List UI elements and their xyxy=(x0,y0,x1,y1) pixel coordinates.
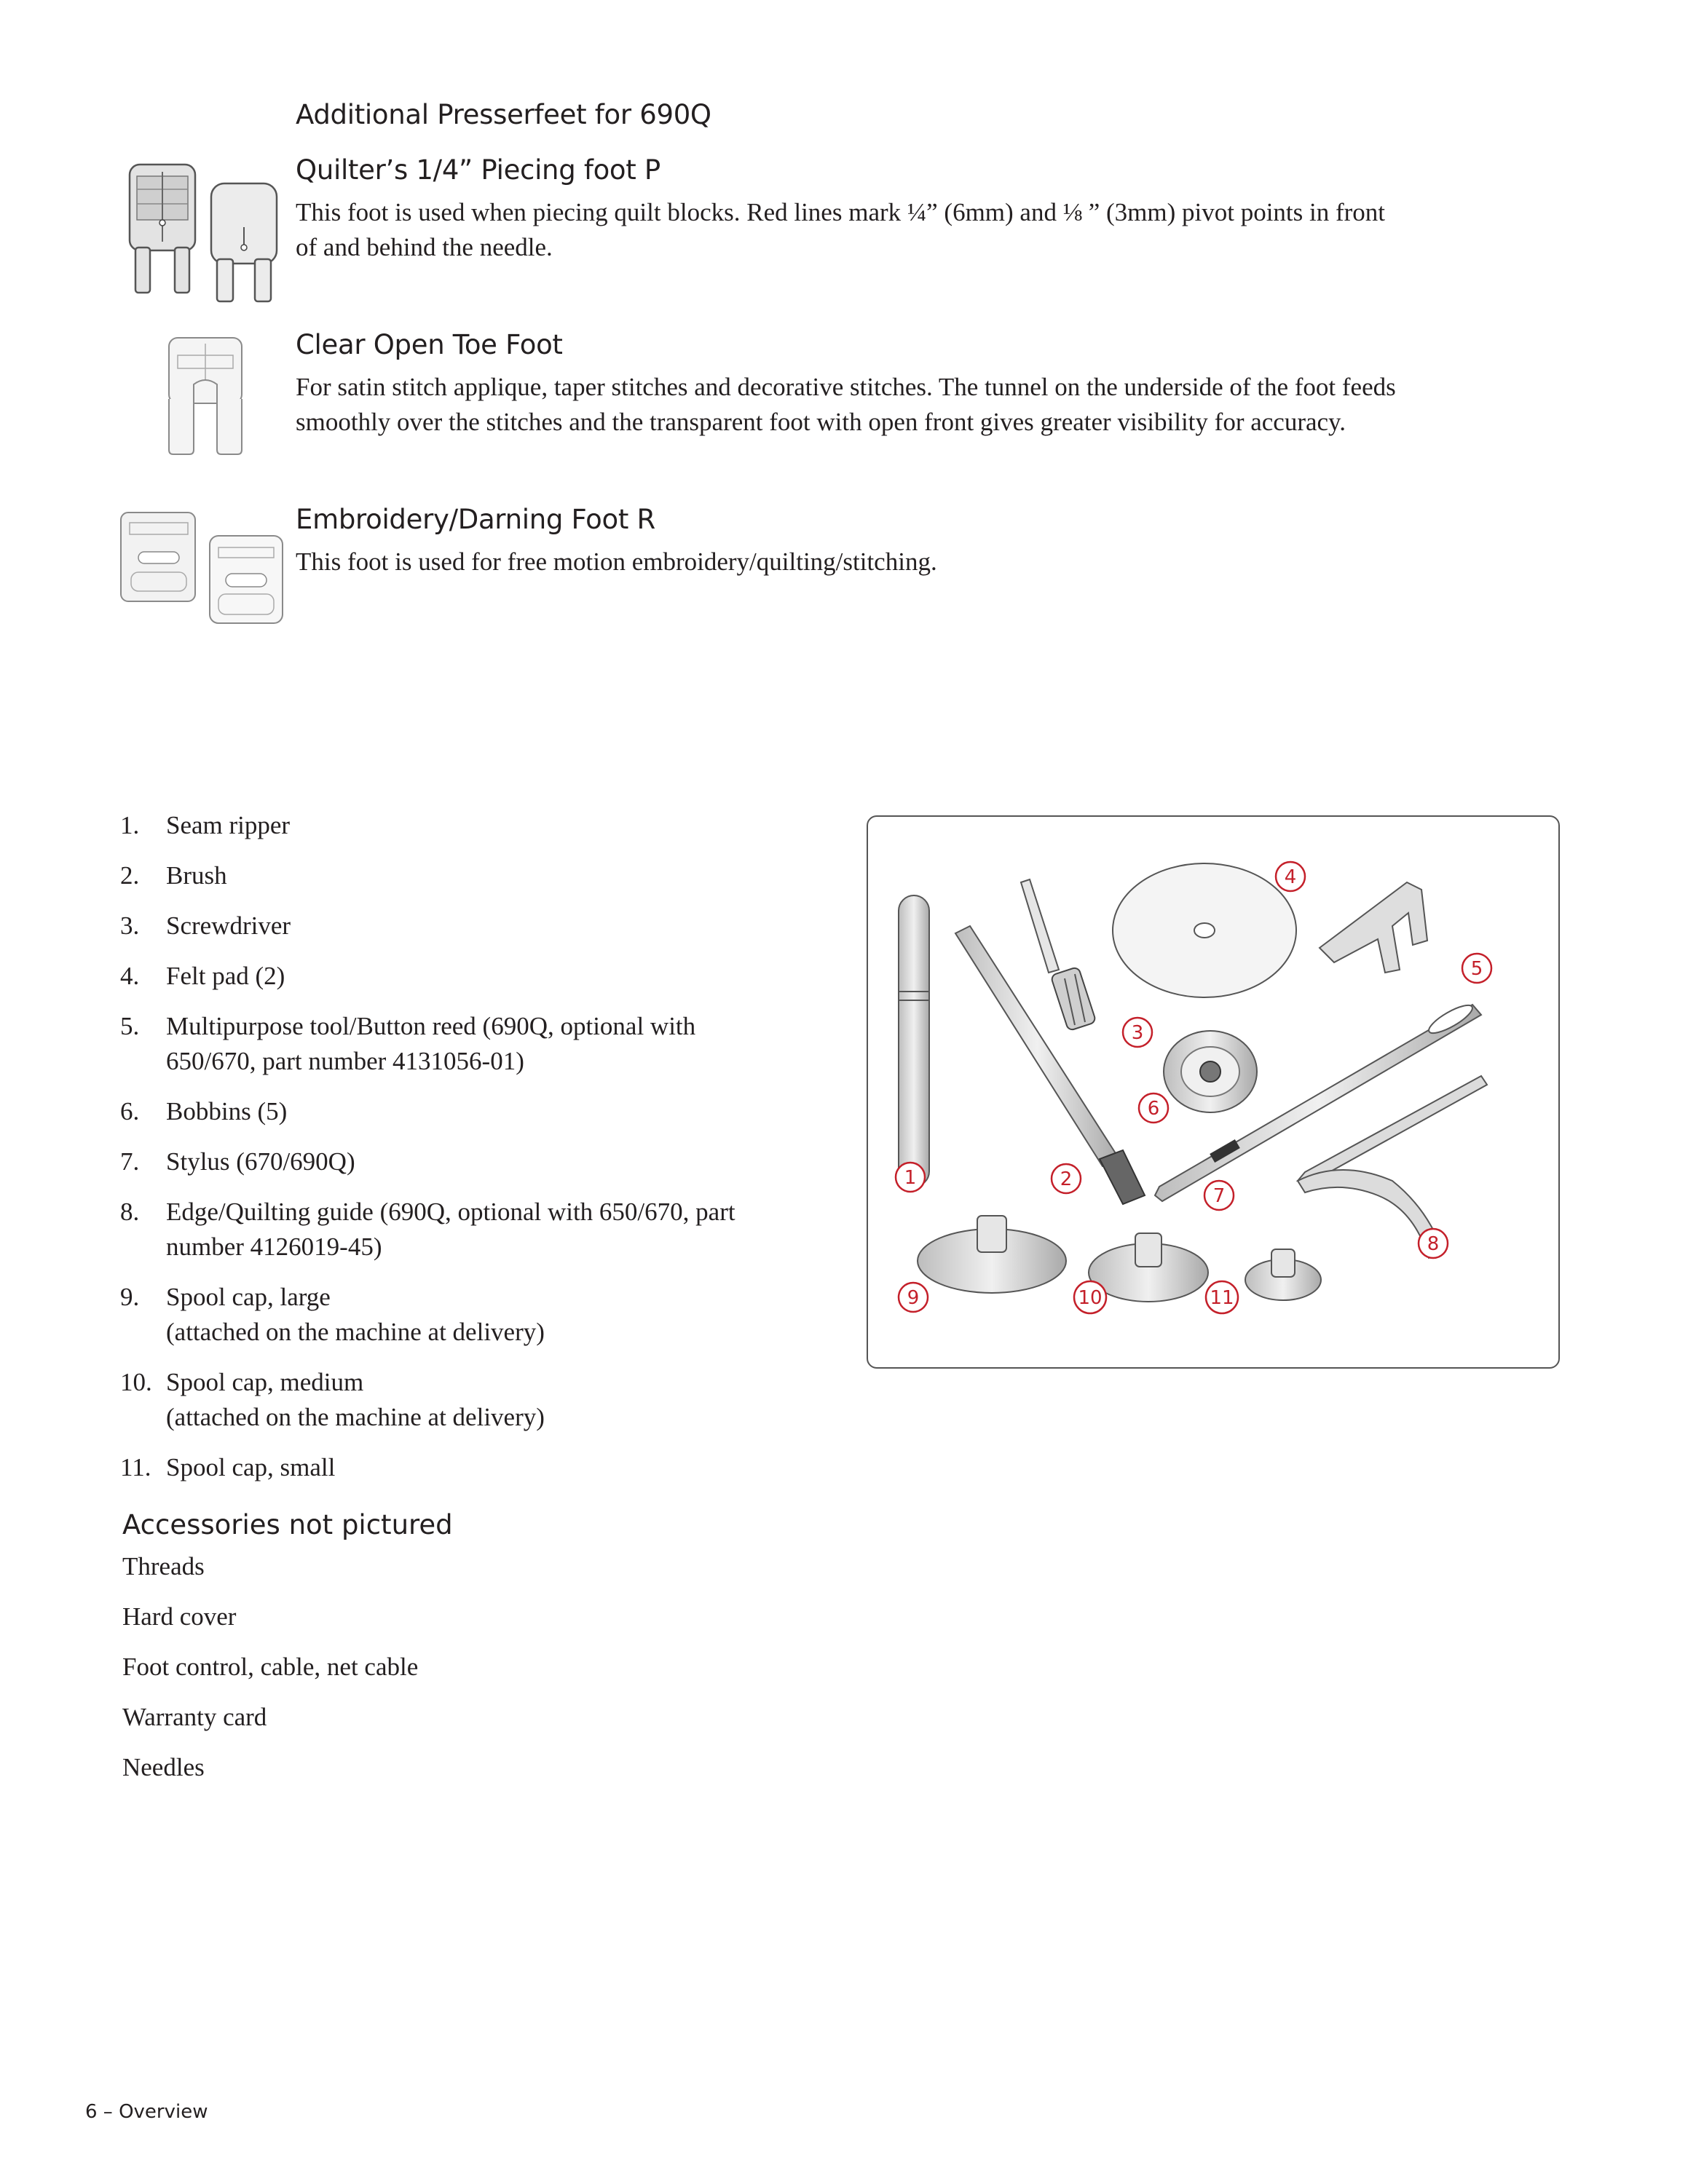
callout-9 xyxy=(899,1283,928,1312)
list-item xyxy=(120,1450,848,1485)
svg-text:3: 3 xyxy=(1131,1022,1144,1044)
list-item: Needles xyxy=(122,1753,205,1781)
list-item: Foot control, cable, net cable xyxy=(122,1653,419,1681)
open-toe-description xyxy=(296,370,1534,440)
page-heading: Additional Presserfeet for 690Q xyxy=(296,99,711,130)
callout-3 xyxy=(1123,1018,1152,1047)
item-number: 1. xyxy=(120,811,140,839)
item-text: Edge/Quilting guide (690Q, optional with 650/670, part xyxy=(166,1198,735,1226)
open-toe-title: Clear Open Toe Foot xyxy=(296,329,563,360)
item-number: 2. xyxy=(120,861,140,890)
list-item xyxy=(120,1280,848,1350)
svg-text:2: 2 xyxy=(1060,1168,1073,1190)
callout-6 xyxy=(1139,1093,1168,1123)
item-text: Spool cap, large xyxy=(166,1283,331,1311)
item-text: Spool cap, small xyxy=(166,1453,336,1481)
list-item: Threads xyxy=(122,1552,205,1580)
darning-foot-r-image xyxy=(117,507,291,630)
item-number: 6. xyxy=(120,1097,140,1125)
svg-text:11: 11 xyxy=(1210,1287,1234,1309)
accessories-drawing xyxy=(868,817,1558,1367)
svg-text:4: 4 xyxy=(1284,866,1297,888)
list-item xyxy=(120,959,848,994)
item-text: Bobbins (5) xyxy=(166,1097,288,1125)
item-text-continued: (attached on the machine at delivery) xyxy=(166,1318,545,1346)
seam-ripper-drawing xyxy=(899,895,929,1187)
not-pictured-title: Accessories not pictured xyxy=(122,1509,453,1540)
item-number: 5. xyxy=(120,1012,140,1040)
list-item: Hard cover xyxy=(122,1602,237,1631)
item-number: 9. xyxy=(120,1283,140,1311)
screwdriver-drawing xyxy=(1021,879,1096,1031)
spool-cap-small-drawing xyxy=(1245,1249,1321,1300)
accessories-list xyxy=(120,808,848,1500)
darning-foot-title: Embroidery/Darning Foot R xyxy=(296,504,655,535)
callout-1 xyxy=(896,1163,925,1192)
not-pictured-list xyxy=(122,1549,418,1800)
item-text: Screwdriver xyxy=(166,911,291,940)
svg-text:1: 1 xyxy=(904,1167,917,1189)
list-item xyxy=(120,1009,848,1079)
spool-cap-medium-drawing xyxy=(1089,1233,1208,1302)
bobbin-drawing xyxy=(1164,1031,1257,1112)
svg-text:6: 6 xyxy=(1147,1098,1160,1120)
list-item xyxy=(120,909,848,943)
foot-p-line-2: of and behind the needle. xyxy=(296,233,553,261)
spool-cap-large-drawing xyxy=(918,1216,1066,1293)
darning-foot-line-1: This foot is used for free motion embroidery/quilting/stitching. xyxy=(296,547,937,576)
accessories-illustration xyxy=(867,815,1560,1369)
callout-7 xyxy=(1204,1181,1234,1210)
callout-2 xyxy=(1052,1164,1081,1193)
item-number: 7. xyxy=(120,1147,140,1176)
item-number: 11. xyxy=(120,1453,151,1481)
open-toe-line-2: smoothly over the stitches and the transparent foot with open front gives greater visibility for accuracy. xyxy=(296,408,1346,436)
item-text: Stylus (670/690Q) xyxy=(166,1147,355,1176)
list-item xyxy=(120,1094,848,1129)
item-number: 10. xyxy=(120,1368,152,1396)
item-text: Multipurpose tool/Button reed (690Q, optional with xyxy=(166,1012,696,1040)
svg-text:5: 5 xyxy=(1470,958,1483,980)
item-text-continued: (attached on the machine at delivery) xyxy=(166,1403,545,1431)
list-item xyxy=(120,808,848,843)
item-text-continued: 650/670, part number 4131056-01) xyxy=(166,1047,524,1075)
foot-p-description xyxy=(296,195,1534,265)
callout-4 xyxy=(1276,862,1305,891)
list-item: Warranty card xyxy=(122,1703,267,1731)
item-number: 3. xyxy=(120,911,140,940)
item-text: Seam ripper xyxy=(166,811,291,839)
svg-text:9: 9 xyxy=(907,1287,920,1309)
list-item xyxy=(120,858,848,893)
darning-foot-description xyxy=(296,545,1534,579)
page-footer: 6 – Overview xyxy=(85,2101,208,2123)
list-item xyxy=(120,1365,848,1435)
callout-5 xyxy=(1462,954,1491,983)
svg-text:7: 7 xyxy=(1212,1185,1226,1207)
list-item xyxy=(120,1195,848,1265)
svg-text:10: 10 xyxy=(1078,1287,1103,1309)
open-toe-foot-image xyxy=(162,333,249,457)
svg-text:8: 8 xyxy=(1427,1233,1440,1255)
item-text: Spool cap, medium xyxy=(166,1368,364,1396)
item-text: Brush xyxy=(166,861,227,890)
callout-11 xyxy=(1206,1281,1238,1313)
open-toe-line-1: For satin stitch applique, taper stitches and decorative stitches. The tunnel on the underside of the foot feeds xyxy=(296,373,1396,401)
callout-8 xyxy=(1419,1229,1448,1258)
multipurpose-tool-drawing xyxy=(1320,882,1427,973)
list-item xyxy=(120,1144,848,1179)
item-number: 4. xyxy=(120,962,140,990)
felt-pad-drawing xyxy=(1113,863,1296,997)
item-number: 8. xyxy=(120,1198,140,1226)
item-text-continued: number 4126019-45) xyxy=(166,1233,382,1261)
callout-10 xyxy=(1074,1281,1106,1313)
foot-p-line-1: This foot is used when piecing quilt blocks. Red lines mark ¼” (6mm) and ⅛ ” (3mm) pivot points in front xyxy=(296,198,1386,226)
piecing-foot-p-image xyxy=(117,162,287,307)
foot-p-title: Quilter’s 1/4” Piecing foot P xyxy=(296,154,660,186)
item-text: Felt pad (2) xyxy=(166,962,285,990)
